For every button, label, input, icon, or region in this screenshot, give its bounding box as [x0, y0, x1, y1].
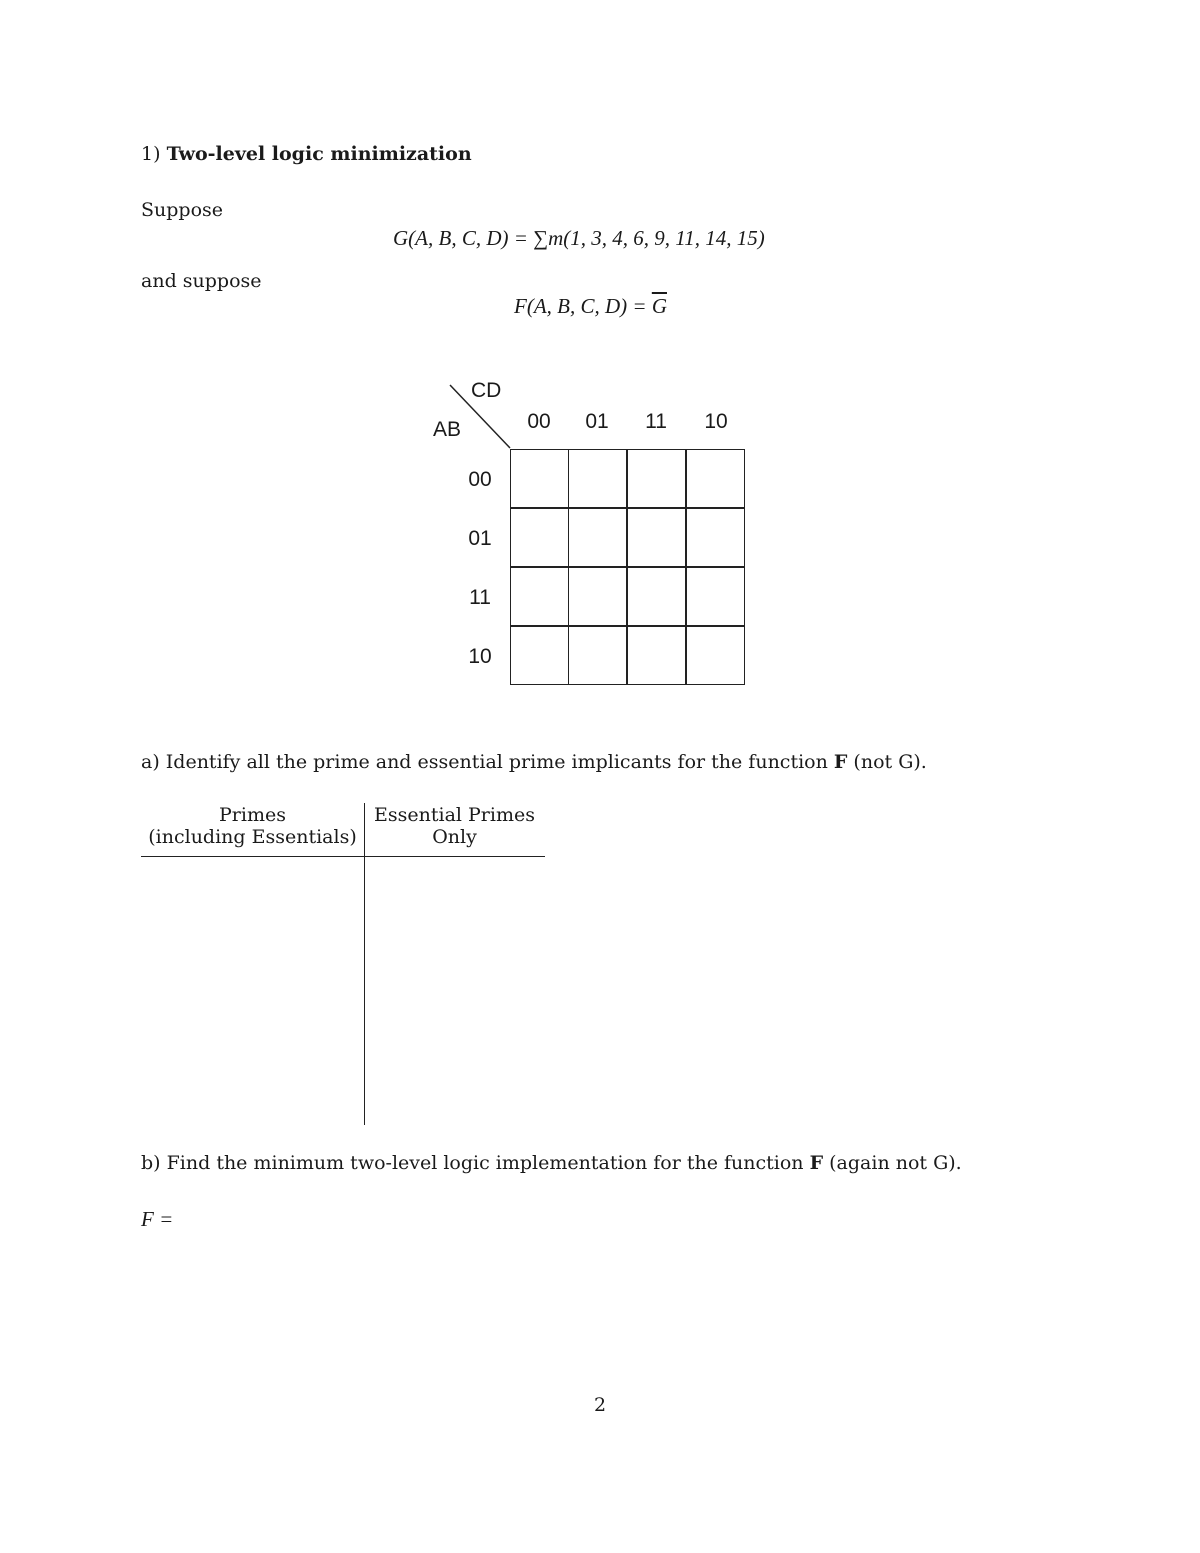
essential-header-line1: Essential Primes	[374, 804, 535, 826]
essential-primes-answer-area[interactable]	[368, 860, 544, 1120]
part-a-prompt	[141, 751, 927, 773]
part-a-prompt-start: a) Identify all the prime and essential prime implicants for the function	[141, 751, 834, 773]
kmap-row-code: 10	[468, 645, 492, 668]
kmap-row-code: 11	[469, 586, 491, 609]
kmap-cell[interactable]	[568, 449, 627, 508]
g-equation: G(A, B, C, D) = ∑m(1, 3, 4, 6, 9, 11, 14, 15)	[393, 226, 765, 250]
primes-header	[141, 804, 364, 848]
kmap-col-code: 10	[704, 410, 728, 433]
section-heading	[141, 143, 472, 165]
part-b-prompt	[141, 1152, 962, 1174]
kmap-cell[interactable]	[510, 626, 569, 685]
kmap-cell[interactable]	[627, 508, 686, 567]
kmap-cell[interactable]	[686, 508, 745, 567]
kmap-cell[interactable]	[568, 567, 627, 626]
f-equation-lhs: F(A, B, C, D) =	[514, 294, 652, 318]
essential-primes-header	[365, 804, 544, 848]
kmap-cell[interactable]	[568, 508, 627, 567]
essential-header-line2: Only	[432, 826, 477, 848]
kmap-col-var: CD	[471, 379, 502, 402]
table-column-divider	[364, 803, 365, 1125]
kmap-cell[interactable]	[686, 449, 745, 508]
suppose-label: Suppose	[141, 199, 224, 221]
g-complement: $\overline{G}$	[651, 294, 667, 318]
table-header-rule	[141, 856, 545, 857]
kmap-cell[interactable]	[686, 567, 745, 626]
f-equation	[514, 294, 667, 319]
page-number: 2	[593, 1394, 607, 1416]
part-b-prompt-start: b) Find the minimum two-level logic implementation for the function	[141, 1152, 810, 1174]
part-b-prompt-bold: F	[809, 1152, 824, 1174]
kmap-cell[interactable]	[510, 508, 569, 567]
part-a-prompt-bold: F	[833, 751, 848, 773]
f-answer-area[interactable]	[190, 1205, 890, 1245]
kmap-col-code: 11	[645, 410, 667, 433]
f-answer-label: F =	[141, 1207, 174, 1231]
kmap-row-code: 00	[468, 468, 492, 491]
kmap-cell[interactable]	[510, 567, 569, 626]
kmap-col-code: 01	[585, 410, 609, 433]
primes-header-line2: (including Essentials)	[148, 826, 357, 848]
kmap-cell[interactable]	[627, 567, 686, 626]
section-title: Two-level logic minimization	[166, 143, 472, 165]
kmap-col-code: 00	[527, 410, 551, 433]
part-a-prompt-end: (not G).	[847, 751, 927, 773]
primes-answer-area[interactable]	[141, 860, 361, 1120]
kmap-row-code: 01	[468, 527, 492, 550]
kmap-cell[interactable]	[510, 449, 569, 508]
primes-header-line1: Primes	[219, 804, 286, 826]
kmap-row-var: AB	[433, 418, 462, 441]
kmap-cell[interactable]	[568, 626, 627, 685]
section-number: 1)	[141, 143, 161, 165]
kmap-cell[interactable]	[627, 626, 686, 685]
kmap-cell[interactable]	[627, 449, 686, 508]
part-b-prompt-end: (again not G).	[823, 1152, 962, 1174]
kmap-cell[interactable]	[686, 626, 745, 685]
and-suppose-label: and suppose	[141, 270, 262, 292]
